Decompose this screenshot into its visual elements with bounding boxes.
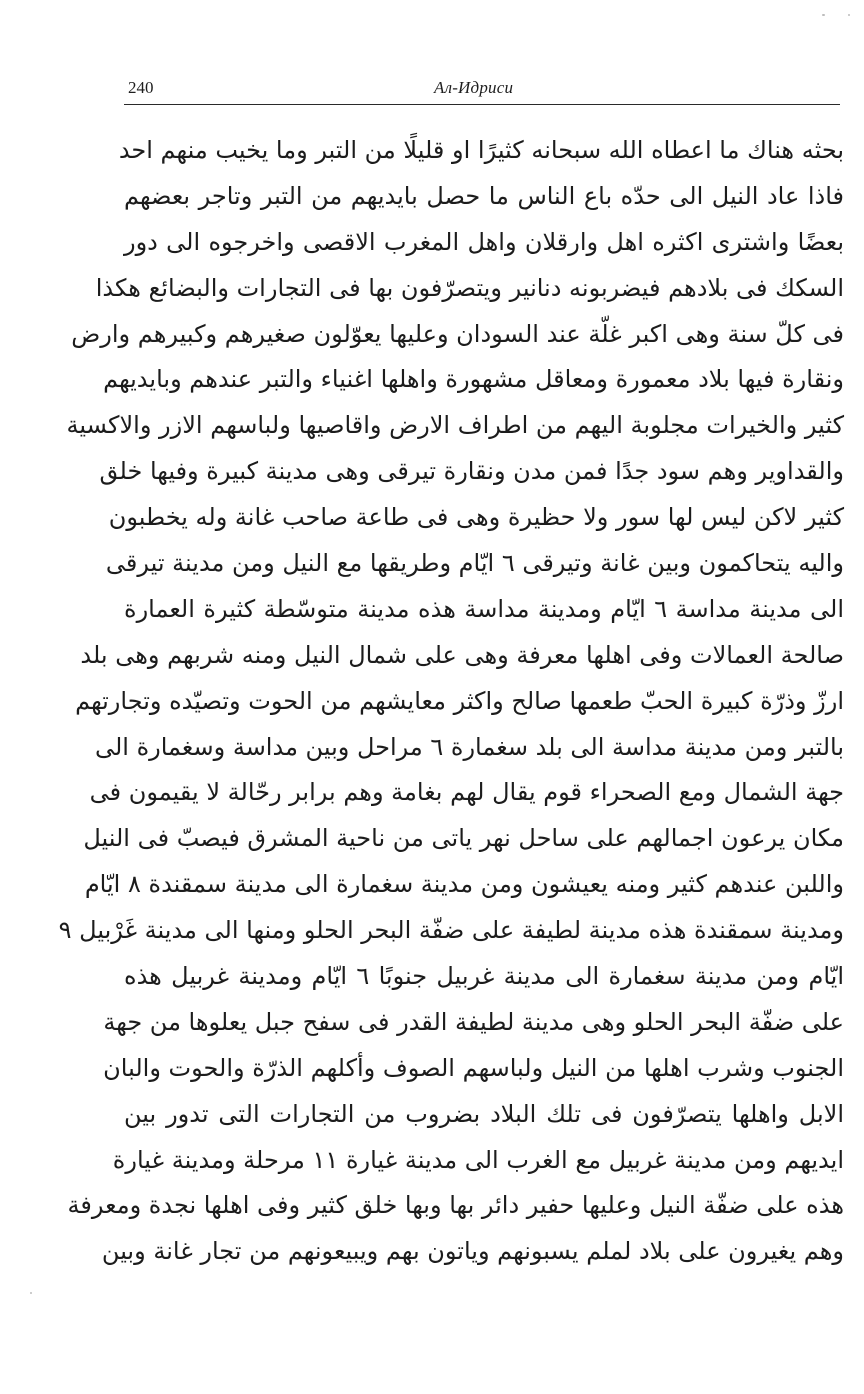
text-line: السكك فى بلادهم فيضربونه دنانير ويتصرّفون بها فى التجارات والبضائع هكذا [95, 273, 844, 302]
text-line: هذه على ضفّة النيل وعليها حفير دائر بها وبها خلق كثير وفى اهلها نجدة ومعرفة [67, 1191, 844, 1220]
running-title: Ал-Идриси [434, 78, 514, 97]
text-line: واليه يتحاكمون وبين غانة وتيرقى ٦ ايّام وطريقها مع النيل ومن مدينة تيرقى [105, 549, 844, 578]
text-line: بالتبر ومن مدينة مداسة الى بلد سغمارة ٦ مراحل وبين مداسة وسغمارة الى [94, 732, 844, 761]
text-line: فاذا عاد النيل الى حدّه باع الناس ما حصل بايديهم من التبر وتاجر بعضهم [124, 181, 844, 210]
text-line: فى كلّ سنة وهى اكبر غلّة عند السودان وعليها يعوّلون صغيرهم وكبيرهم وارض [71, 319, 844, 348]
text-line: مكان يرعون اجمالهم على ساحل نهر ياتى من ناحية المشرق فيصبّ فى النيل [83, 824, 844, 853]
scan-speck [848, 14, 850, 16]
running-head [124, 76, 840, 104]
text-line: صالحة العمالات وفى اهلها معرفة وهى على شمال النيل ومنه شربهم وهى بلد [80, 640, 844, 669]
text-line: كثير لاكن ليس لها سور ولا حظيرة وهى فى طاعة صاحب غانة وله يخطبون [108, 503, 844, 532]
text-line: ايديهم ومن مدينة غربيل مع الغرب الى مدينة غيارة ١١ مرحلة ومدينة غيارة [112, 1145, 844, 1174]
text-line: ومدينة سمقندة هذه مدينة لطيفة على ضفّة البحر الحلو ومنها الى مدينة غَرْبيل ٩ [58, 916, 844, 945]
text-line: بعضًا واشترى اكثره اهل وارقلان واهل المغرب الاقصى واخرجوه الى دور [124, 227, 844, 256]
text-line: على ضفّة البحر الحلو وهى مدينة لطيفة القدر فى سفح جبل يعلوها من جهة [103, 1007, 844, 1036]
text-line: ايّام ومن مدينة سغمارة الى مدينة غربيل جنوبًا ٦ ايّام ومدينة غربيل هذه [124, 962, 844, 991]
scan-speck [30, 1292, 32, 1294]
text-line: والقداوير وهم سود جدًا فمن مدن ونقارة تيرقى وهى مدينة كبيرة وفيها خلق [99, 457, 844, 486]
page-number: 240 [128, 78, 154, 97]
text-line: ارزّ وذرّة كبيرة الحبّ طعمها صالح واكثر معايشهم من الحوت وتصيّده وتجارتهم [75, 686, 844, 715]
text-line: الى مدينة مداسة ٦ ايّام ومدينة مداسة هذه مدينة متوسّطة كثيرة العمارة [124, 594, 844, 623]
text-line: الجنوب وشرب اهلها من النيل ولباسهم الصوف وأكلهم الذرّة والحوت والبان [103, 1053, 844, 1082]
text-line: بحثه هناك ما اعطاه الله سبحانه كثيرًا او قليلًا من التبر وما يخيب منهم احد [118, 136, 844, 164]
header-rule [124, 104, 840, 105]
arabic-body-text [58, 128, 844, 1275]
text-line: جهة الشمال ومع الصحراء قوم يقال لهم بغامة وهم برابر رحّالة لا يقيمون فى [89, 778, 844, 807]
text-line: كثير والخيرات مجلوبة اليهم من اطراف الارض واقاصيها ولباسهم الازر والاكسية [66, 411, 844, 440]
text-line: وهم يغيرون على بلاد لملم يسبونهم وياتون بهم ويبيعونهم من تجار غانة وبين [101, 1237, 844, 1266]
scan-speck [822, 14, 825, 16]
text-line: ونقارة فيها بلاد معمورة ومعاقل مشهورة واهلها اغنياء والتبر عندهم وبايديهم [103, 365, 844, 394]
text-line: الابل واهلها يتصرّفون فى تلك البلاد بضروب من التجارات التى تدور بين [124, 1099, 844, 1128]
text-line: واللبن عندهم كثير ومنه يعيشون ومن مدينة سغمارة الى مدينة سمقندة ٨ ايّام [84, 870, 844, 899]
